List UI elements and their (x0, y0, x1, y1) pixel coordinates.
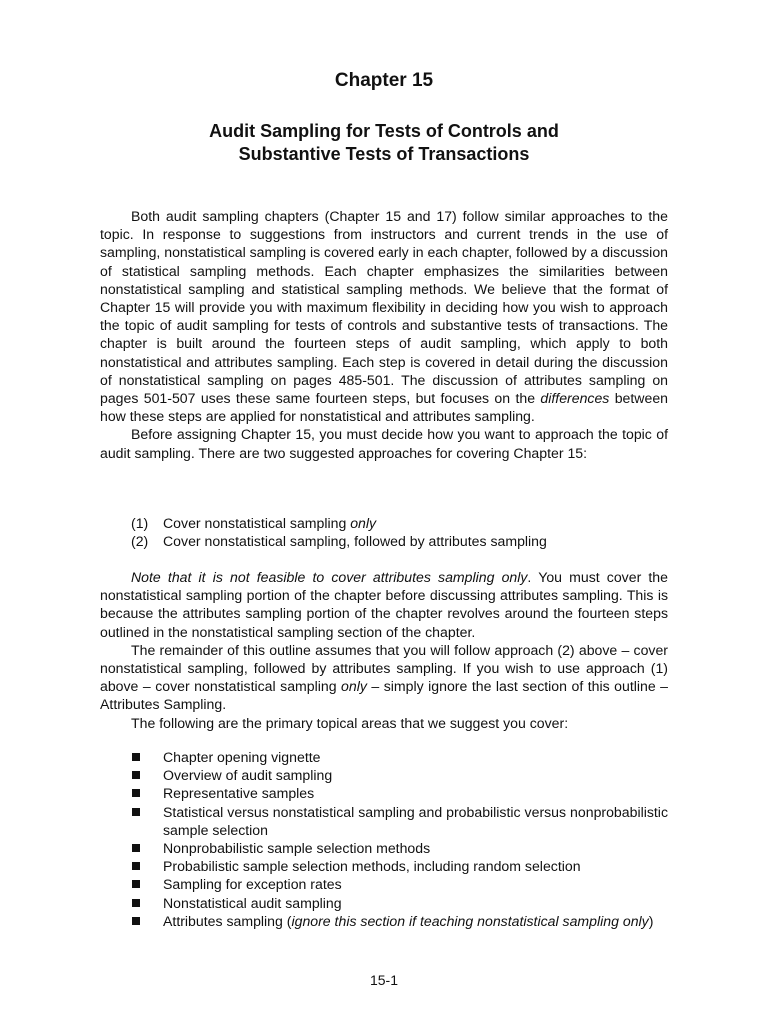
topic-text: Statistical versus nonstatistical sampling and probabilistic versus nonprobabilistic sample selection (163, 803, 668, 838)
note-emphasis: Note that it is not feasible to cover attributes sampling only (131, 569, 528, 585)
topics-list (100, 748, 668, 930)
page-number: 15-1 (369, 972, 399, 988)
list-item (100, 514, 668, 532)
bullet-square-icon (132, 844, 140, 852)
topic-text-end: ) (648, 912, 654, 929)
list-item (100, 894, 668, 912)
approach-list (100, 514, 668, 550)
list-item (100, 803, 668, 839)
remainder-text-a: The remainder of this outline assumes that you will follow approach (2) above – cover nonstatistical sampling, followed by attributes sampling. If you wish to use approach (1) above – cover nonstatistical sampling (100, 641, 668, 695)
list-item (100, 784, 668, 802)
bullet-square-icon (132, 808, 140, 816)
title-line-1: Audit Sampling for Tests of Controls and (209, 121, 559, 141)
note-text: . You must cover the nonstatistical sampling portion of the chapter before discussing attributes sampling. This is because the attributes sampling portion of the chapter revolves around the fourteen steps outlined in the nonstatistical sampling section of the chapter. (100, 569, 668, 640)
paragraph-intro (100, 207, 668, 425)
topic-text: Sampling for exception rates (163, 876, 342, 893)
remainder-emphasis: only (341, 678, 367, 695)
paragraph-topics-intro: The following are the primary topical areas that we suggest you cover: (131, 714, 569, 731)
list-item (100, 839, 668, 857)
option-text: Cover nonstatistical sampling, followed by attributes sampling (163, 533, 547, 550)
bullet-square-icon (132, 789, 140, 797)
intro-text-b: between how these steps are applied for nonstatistical and attributes sampling. (100, 390, 668, 425)
option-text: Cover nonstatistical sampling (163, 515, 351, 531)
topic-text: Chapter opening vignette (163, 749, 321, 765)
bullet-square-icon (132, 917, 140, 925)
topic-emphasis: ignore this section if teaching nonstatistical sampling only (291, 912, 649, 929)
list-item (100, 912, 668, 930)
chapter-title (0, 120, 768, 166)
topic-text: Representative samples (163, 785, 315, 802)
option-number: (2) (131, 533, 149, 550)
bullet-square-icon (132, 880, 140, 888)
intro-text-a: Both audit sampling chapters (Chapter 15 and 17) follow similar approaches to the topic. In response to suggestions from instructors and current trends in the use of sampling, nonstatistical sampling is covered early in each chapter, followed by a discussion of statistical sampling methods. Each chapter emphasizes the similarities between nonstatistical sampling and statistical sampling methods. We believe that the format of Chapter 15 will provide you with maximum flexibility in deciding how you wish to approach the topic of audit sampling for tests of controls and substantive tests of transactions. The chapter is built around the fourteen steps of audit sampling, which apply to both nonstatistical and attributes sampling. Each step is covered in detail during the discussion of nonstatistical sampling on pages 485-501. The discussion of attributes sampling on pages 501-507 uses these same fourteen steps, but focuses on the (100, 208, 668, 407)
notes-section (100, 568, 668, 732)
list-item (100, 766, 668, 784)
topic-text: Probabilistic sample selection methods, including random selection (163, 858, 581, 875)
option-emphasis: only (350, 515, 377, 531)
paragraph-before-assigning: Before assigning Chapter 15, you must decide how you want to approach the topic of audit sampling. There are two suggested approaches for covering Chapter 15: (100, 426, 668, 461)
remainder-text-b: – simply ignore the last section of this outline – Attributes Sampling. (100, 678, 669, 713)
option-number: (1) (131, 515, 149, 531)
list-item (100, 875, 668, 893)
paragraph-note (100, 568, 668, 641)
list-item (100, 748, 668, 766)
list-item (100, 532, 668, 550)
intro-section (100, 207, 668, 462)
intro-emphasis: differences (540, 390, 610, 407)
title-line-2: Substantive Tests of Transactions (238, 144, 530, 164)
topic-text: Nonstatistical audit sampling (163, 894, 342, 911)
bullet-square-icon (132, 862, 140, 870)
bullet-square-icon (132, 753, 140, 761)
topic-text: Nonprobabilistic sample selection methods (163, 840, 431, 857)
topic-text: Overview of audit sampling (163, 767, 333, 784)
bullet-square-icon (132, 899, 140, 907)
topic-text: Attributes sampling ( (163, 912, 292, 929)
paragraph-remainder (100, 641, 668, 714)
list-item (100, 857, 668, 875)
bullet-square-icon (132, 771, 140, 779)
chapter-heading: Chapter 15 (334, 70, 434, 91)
